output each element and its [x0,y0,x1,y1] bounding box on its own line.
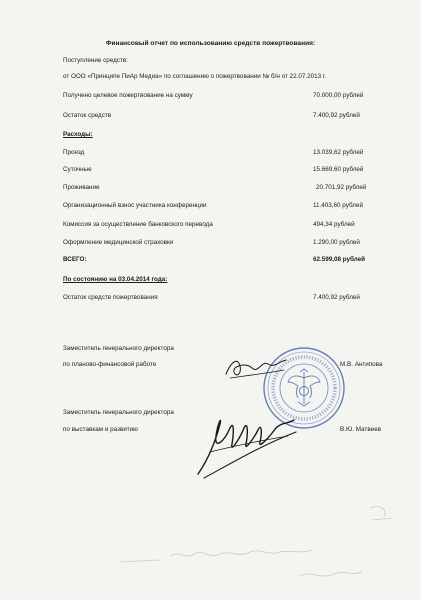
status-heading: По состоянию на 03.04.2014 года: [63,276,168,283]
expense-label: Суточные [63,166,92,173]
signatory2-department: по выставкам и развитию [63,426,138,433]
expense-value: 15.669,60 рублей [313,166,364,173]
total-value: 62.599,08 рублей [313,256,366,263]
expense-label: Комиссия за осуществление банковского перевода [63,221,213,228]
expense-value: 13.039,62 рублей [313,149,364,156]
receipt-heading: Поступление средств: [63,57,128,64]
expenses-heading: Расходы: [63,131,93,138]
expense-label: Организационный взнос участника конференции [63,202,207,209]
received-label: Получено целевое пожертвование на сумму [63,92,193,99]
signatory1-name: М.В. Антипова [340,361,383,368]
signature-2-icon [190,402,300,482]
expense-value: 1.290,00 рублей [313,239,360,246]
receipt-source: от ООО «Принципе ПиАр Медиа» по соглашению о пожертвовании № б/н от 22.07.2013 г. [63,73,327,80]
balance-value: 7.400,92 рублей [313,112,360,119]
faint-bleed-through [0,500,421,590]
signature-1-icon [222,352,292,384]
expense-label: Проживание [63,184,100,191]
expense-label: Оформление медицинской страховки [63,239,174,246]
received-value: 70.000,00 рублей [313,92,364,99]
signatory1-position: Заместитель генерального директора [63,345,174,352]
balance-label: Остаток средств [63,112,112,119]
expense-value: 20.701,92 рублей [316,184,367,191]
expense-value: 494,34 рублей [313,221,355,228]
document-title: Финансовый отчет по использованию средств пожертвования: [105,40,316,47]
signatory2-name: В.Ю. Матвеев [340,426,381,433]
status-balance-label: Остаток средств пожертвования [63,294,158,301]
signatory1-department: по планово-финансовой работе [63,361,157,368]
status-balance-value: 7.400,92 рублей [313,294,360,301]
signatory2-position: Заместитель генерального директора [63,409,174,416]
expense-label: Проезд [63,149,85,156]
total-label: ВСЕГО: [63,256,87,263]
expense-value: 11.403,60 рублей [313,202,363,209]
